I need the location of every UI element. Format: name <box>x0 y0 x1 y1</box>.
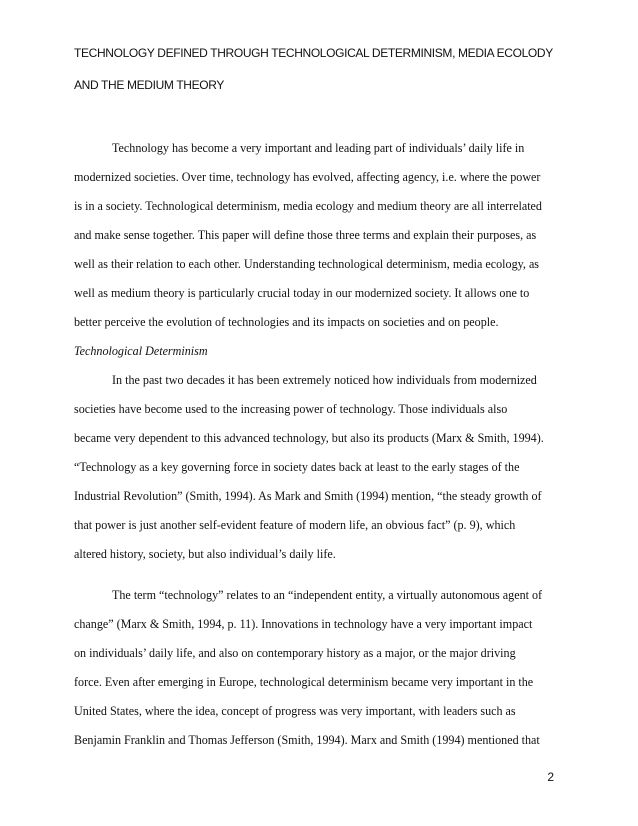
paragraph-intro <box>74 134 574 337</box>
text-line: Benjamin Franklin and Thomas Jefferson (Smith, 1994). Marx and Smith (1994) mentioned that <box>74 733 540 747</box>
text-line: is in a society. Technological determinism, media ecology and medium theory are all interrelated <box>74 199 542 213</box>
running-header <box>74 37 574 101</box>
text-line: Industrial Revolution” (Smith, 1994). As Mark and Smith (1994) mention, “the steady growth of <box>74 489 542 503</box>
text-line: better perceive the evolution of technologies and its impacts on societies and on people. <box>74 315 499 329</box>
text-line: force. Even after emerging in Europe, technological determinism became very important in the <box>74 675 534 689</box>
text-line: The term “technology” relates to an “independent entity, a virtually autonomous agent of <box>112 588 543 602</box>
text-line: well as medium theory is particularly crucial today in our modernized society. It allows one to <box>74 286 530 300</box>
text-line: change” (Marx & Smith, 1994, p. 11). Innovations in technology have a very important impact <box>74 617 533 631</box>
page-number: 2 <box>547 770 554 784</box>
paragraph-technology-term <box>74 581 574 755</box>
text-line: became very dependent to this advanced technology, but also its products (Marx & Smith, 1994). <box>74 431 544 445</box>
text-line: well as their relation to each other. Understanding technological determinism, media ecology, as <box>74 257 540 271</box>
text-line: and make sense together. This paper will define those three terms and explain their purposes, as <box>74 228 537 242</box>
text-line: Technology has become a very important and leading part of individuals’ daily life in <box>112 141 525 155</box>
text-line: altered history, society, but also individual’s daily life. <box>74 547 336 561</box>
text-line: that power is just another self-evident feature of modern life, an obvious fact” (p. 9), which <box>74 518 516 532</box>
text-line: United States, where the idea, concept of progress was very important, with leaders such as <box>74 704 516 718</box>
document-body <box>74 134 574 755</box>
text-line: societies have become used to the increasing power of technology. Those individuals also <box>74 402 508 416</box>
text-line: modernized societies. Over time, technology has evolved, affecting agency, i.e. where the power <box>74 170 541 184</box>
text-line: on individuals’ daily life, and also on contemporary history as a major, or the major driving <box>74 646 516 660</box>
section-heading: Technological Determinism <box>74 344 208 358</box>
text-line: “Technology as a key governing force in society dates back at least to the early stages of the <box>74 460 520 474</box>
paragraph-determinism <box>74 366 574 569</box>
text-line: In the past two decades it has been extremely noticed how individuals from modernized <box>112 373 537 387</box>
header-line-1: TECHNOLOGY DEFINED THROUGH TECHNOLOGICAL DETERMINISM, MEDIA ECOLODY <box>74 46 553 60</box>
header-line-2: AND THE MEDIUM THEORY <box>74 78 225 92</box>
